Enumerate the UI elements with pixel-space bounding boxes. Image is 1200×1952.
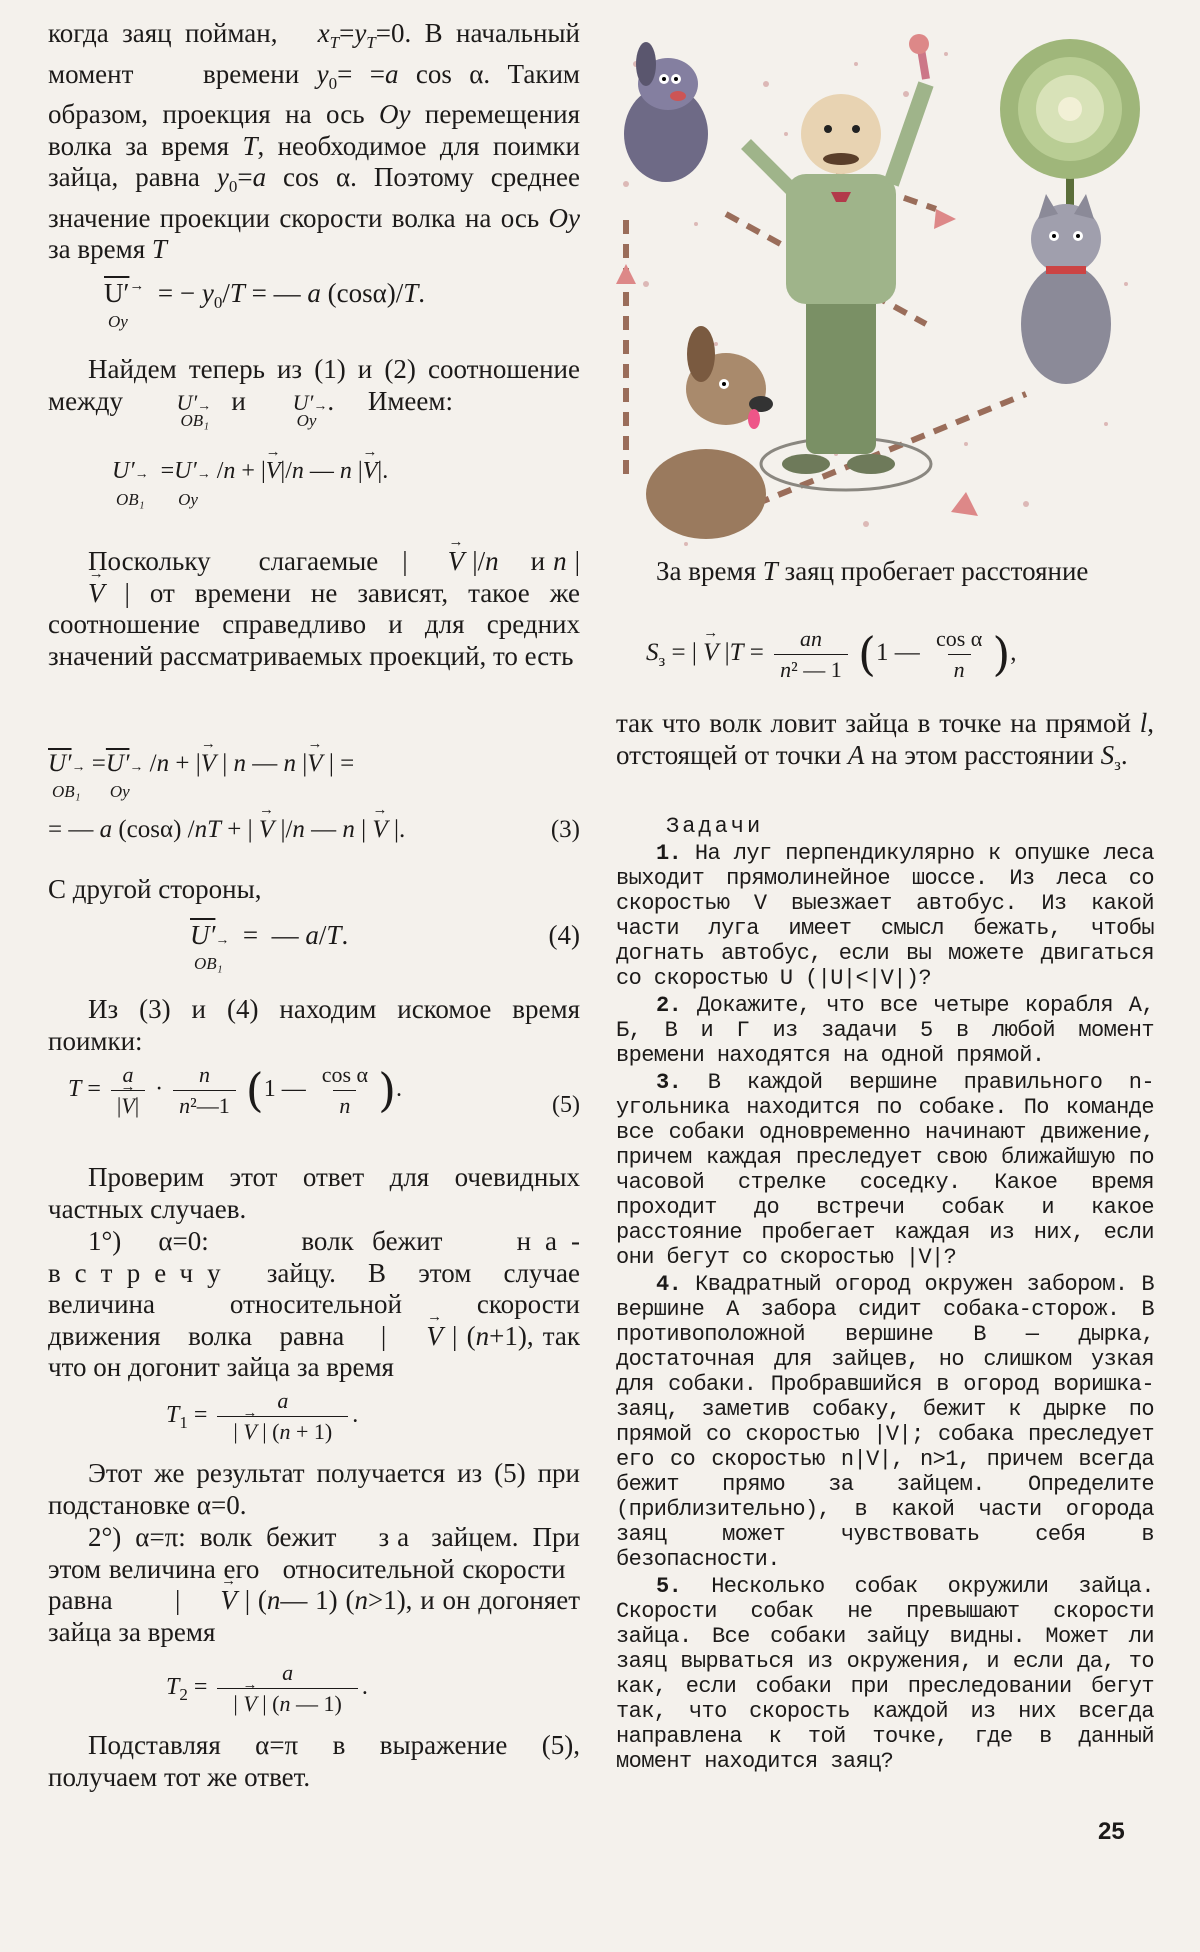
left-column — [48, 18, 580, 1793]
paragraph-2: Найдем теперь из (1) и (2) соотношение между U′→ OB₁ и U′→ Oy . Имеем: — [48, 354, 580, 430]
paragraph-8: Подставляя α=π в выражение (5), получаем тот же ответ. — [48, 1730, 580, 1792]
paragraph-1: когда заяц пойман, $x_T=y_T=0$. В начальный момент времени $y_0= =a$ cos α. Таким образом, проекция на ось Oy перемещения волка за время T, необходимое для поимки зайца, равна $y_0=a$ cos α. Поэтому среднее значение проекции скорости волка на ось Oy за время T — [48, 18, 580, 264]
equation-1: U′→ Oy = − $y_0/T$ = — a (cosα)/T. — [104, 278, 426, 331]
task-1 — [616, 841, 1154, 991]
task-2-number: 2. — [656, 993, 682, 1018]
equation-3b: = — a (cosα) /nT + | → V |/n — n | → V |. (3) — [48, 814, 580, 874]
equation-2: U′→ OB₁ =U′→ Oy /n + |→ V|/n — n |→ V|. — [112, 456, 580, 546]
task-5-number: 5. — [656, 1574, 682, 1599]
equation-4: U′→ OB₁ = — a/T. (4) — [190, 920, 580, 973]
right-paragraph-2: так что волк ловит зайца в точке на прямой l, отстоящей от точки A на этом расстоянии $S_з$. — [616, 708, 1154, 774]
equation-t1: $T_1$ = $\frac{a}{| \to V | (n + 1)}$ . — [48, 1388, 580, 1458]
task-5-text: Несколько собак окружили зайца. Скорости собак не превышают скорости зайца. Все собаки зайцу видны. Может ли заяц вырваться из окружения, и если да, то как, если собаки при преследовании бегут так, что скорость каждой из них всегда направлена к той точке, где в данный момент находится заяц? — [616, 1574, 1154, 1774]
cartoon-illustration — [606, 24, 1166, 569]
paragraph-4: С другой стороны, — [48, 874, 262, 904]
task-4-text: Квадратный огород окружен забором. В вершине А забора сидит собака-сторож. В противоположной вершине В — дырка, достаточная для зайцев, но слишком узкая для собаки. Пробравшийся в огород воришка-заяц, заметив собаку, бежит к дырке по прямой со скоростью |V|; собака преследует его со скоростью n|V|, n>1, причем всегда бежит прямо за зайцем. Определите (приблизительно), в какой части огорода заяц может чувствовать себя в безопасности. — [616, 1272, 1154, 1572]
task-3 — [616, 1070, 1154, 1270]
task-4 — [616, 1272, 1154, 1572]
task-1-text: На луг перпендикулярно к опушке леса выходит прямолинейное шоссе. Из леса со скоростью V выезжает автобус. Из какой части луга имеет смысл бежать, чтобы догнать автобус, если вы можете двигаться со скоростью U (|U|<|V|)? — [616, 841, 1154, 991]
equation-4-number: (4) — [548, 920, 580, 950]
page-number: 25 — [1098, 1818, 1125, 1845]
case-2: 2°) α=π: волк бежит за зайцем. При этом величина его относительной скорости равна |→ V | (n— 1) (n>1), и он догоняет зайца за время — [48, 1522, 580, 1660]
paragraph-5: Из (3) и (4) находим искомое время поимки: — [48, 994, 580, 1056]
task-list — [616, 841, 1154, 1774]
equation-s: $S_з$ = | → V |T = $\frac{an}{\text{n² — 1}}$ (1 — $\frac{\text{cos α}}{n}$ ), — [616, 626, 1154, 708]
task-3-number: 3. — [656, 1070, 682, 1095]
case-1: 1°) α=0: волк бежит на-встречу зайцу. В этом случае величина относительной скорости движения волка равна |→ V | (n+1), так что он догонит зайца за время — [48, 1226, 580, 1388]
equation-3-number: (3) — [550, 816, 580, 843]
task-4-number: 4. — [656, 1272, 682, 1297]
equation-5: T = $\frac{a}{|\to V|}$ · $\frac{n}{\text{n²—1}}$ (1 — $\frac{\text{cos α}}{n}$ ). (5) — [48, 1062, 580, 1162]
paragraph-3: Поскольку слагаемые |→ V |/n и n | → V | от времени не зависят, такое же соотношение справедливо и для средних значений рассматриваемых проекций, то есть — [48, 546, 580, 738]
equation-t2: $T_2$ = $\frac{a}{| \to V | (n — 1)}$ . — [48, 1660, 580, 1730]
task-2-text: Докажите, что все четыре корабля А, Б, В и Г из задачи 5 в любой момент времени находятся на одной прямой. — [616, 993, 1155, 1068]
right-paragraph-1: За время T заяц пробегает расстояние — [656, 556, 1089, 586]
tasks-heading: Задачи — [666, 814, 764, 839]
paragraph-7: Этот же результат получается из (5) при подстановке α=0. — [48, 1458, 580, 1520]
equation-3a: U′→ OB₁ =U′→ Oy /n + |→ V | n — n |→ V | = — [48, 748, 580, 814]
equation-5-number: (5) — [552, 1092, 580, 1118]
task-1-number: 1. — [656, 841, 682, 866]
right-column — [616, 556, 1154, 1774]
task-2 — [616, 993, 1154, 1068]
paragraph-6: Проверим этот ответ для очевидных частных случаев. — [48, 1162, 580, 1224]
task-3-text: В каждой вершине правильного n-угольника находится по собаке. По команде все собаки одновременно начинают движение, причем каждая преследует свою ближайшую по часовой стрелке соседку. Какое время проходит до встречи собак и какое расстояние пробегает каждая из них, если они бегут со скоростью |V|? — [616, 1070, 1155, 1270]
task-5 — [616, 1574, 1154, 1774]
